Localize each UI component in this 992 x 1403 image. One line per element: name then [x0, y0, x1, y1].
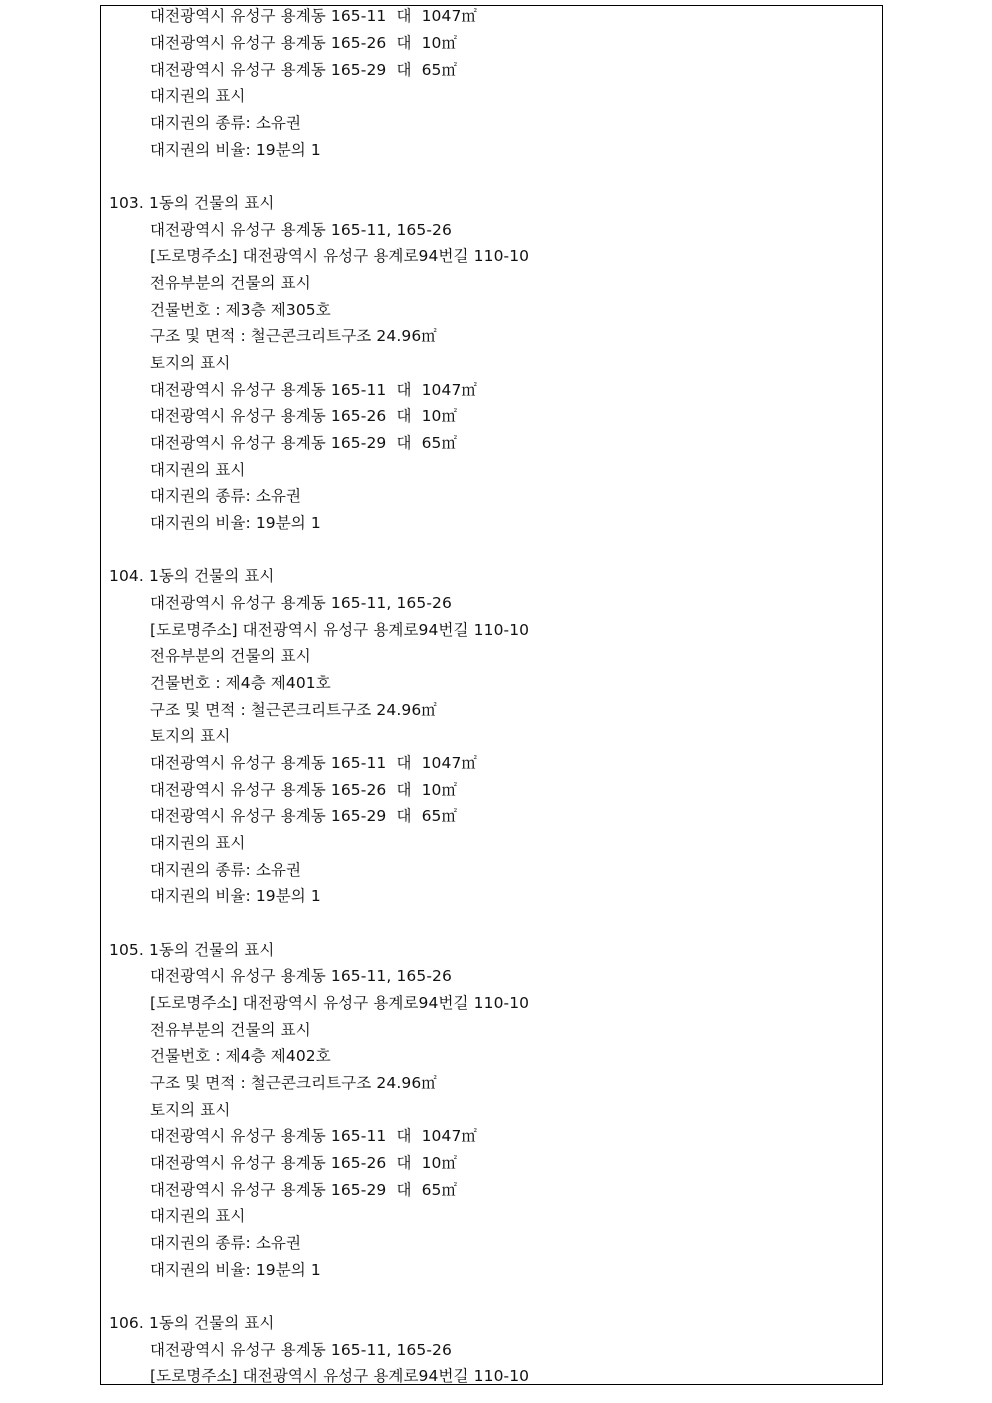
- entry-line: 전유부분의 건물의 표시: [150, 274, 311, 292]
- entry-line: [도로명주소] 대전광역시 유성구 용계로94번길 110-10: [150, 994, 530, 1012]
- entry-line: 전유부분의 건물의 표시: [150, 1021, 311, 1039]
- entry-line: 대지권의 종류: 소유권: [150, 861, 302, 879]
- entry-line: 토지의 표시: [150, 354, 231, 372]
- entry-line: [도로명주소] 대전광역시 유성구 용계로94번길 110-10: [150, 1367, 530, 1385]
- entry-line: 토지의 표시: [150, 1101, 231, 1119]
- entry-line: 건물번호 : 제3층 제305호: [150, 301, 331, 319]
- entry-line: 대지권의 종류: 소유권: [150, 1234, 302, 1252]
- entry-line: 구조 및 면적 : 철근콘크리트구조 24.96㎡: [150, 1074, 437, 1092]
- entry-line: 대전광역시 유성구 용계동 165-11 대 1047㎡: [150, 1127, 478, 1145]
- entry-line: 토지의 표시: [150, 727, 231, 745]
- entry-line: 대지권의 종류: 소유권: [150, 487, 302, 505]
- entry-line: 대전광역시 유성구 용계동 165-26 대 10㎡: [150, 1154, 458, 1172]
- entry-line: [도로명주소] 대전광역시 유성구 용계로94번길 110-10: [150, 247, 530, 265]
- entry-line: 대지권의 표시: [150, 834, 246, 852]
- entry-line: 전유부분의 건물의 표시: [150, 647, 311, 665]
- entry-line: 대전광역시 유성구 용계동 165-11, 165-26: [150, 221, 452, 239]
- entry-line: 대전광역시 유성구 용계동 165-29 대 65㎡: [150, 807, 458, 825]
- entry-line: 대전광역시 유성구 용계동 165-11, 165-26: [150, 967, 452, 985]
- entry-line: 구조 및 면적 : 철근콘크리트구조 24.96㎡: [150, 327, 437, 345]
- entry-line: 대전광역시 유성구 용계동 165-11, 165-26: [150, 1341, 452, 1359]
- entry-heading: 105. 1동의 건물의 표시: [109, 941, 275, 959]
- entry-line: 구조 및 면적 : 철근콘크리트구조 24.96㎡: [150, 701, 437, 719]
- partial-line: 대지권의 표시: [150, 87, 246, 105]
- entry-line: 대지권의 비율: 19분의 1: [150, 514, 321, 532]
- entry-line: 대전광역시 유성구 용계동 165-26 대 10㎡: [150, 407, 458, 425]
- partial-line: 대전광역시 유성구 용계동 165-11 대 1047㎡: [150, 7, 478, 25]
- entry-line: 대전광역시 유성구 용계동 165-11, 165-26: [150, 594, 452, 612]
- entry-heading: 104. 1동의 건물의 표시: [109, 567, 275, 585]
- entry-heading: 106. 1동의 건물의 표시: [109, 1314, 275, 1332]
- entry-line: 대전광역시 유성구 용계동 165-11 대 1047㎡: [150, 754, 478, 772]
- entry-line: 대전광역시 유성구 용계동 165-26 대 10㎡: [150, 781, 458, 799]
- partial-line: 대전광역시 유성구 용계동 165-29 대 65㎡: [150, 61, 458, 79]
- document-frame: [100, 5, 883, 1385]
- partial-line: 대지권의 비율: 19분의 1: [150, 141, 321, 159]
- entry-line: 대지권의 비율: 19분의 1: [150, 1261, 321, 1279]
- entry-heading: 103. 1동의 건물의 표시: [109, 194, 275, 212]
- entry-line: 건물번호 : 제4층 제402호: [150, 1047, 331, 1065]
- partial-line: 대지권의 종류: 소유권: [150, 114, 302, 132]
- entry-line: 대지권의 표시: [150, 461, 246, 479]
- entry-line: 대전광역시 유성구 용계동 165-29 대 65㎡: [150, 1181, 458, 1199]
- entry-line: [도로명주소] 대전광역시 유성구 용계로94번길 110-10: [150, 621, 530, 639]
- entry-line: 대지권의 표시: [150, 1207, 246, 1225]
- entry-line: 대전광역시 유성구 용계동 165-29 대 65㎡: [150, 434, 458, 452]
- partial-line: 대전광역시 유성구 용계동 165-26 대 10㎡: [150, 34, 458, 52]
- entry-line: 건물번호 : 제4층 제401호: [150, 674, 331, 692]
- entry-line: 대지권의 비율: 19분의 1: [150, 887, 321, 905]
- entry-line: 대전광역시 유성구 용계동 165-11 대 1047㎡: [150, 381, 478, 399]
